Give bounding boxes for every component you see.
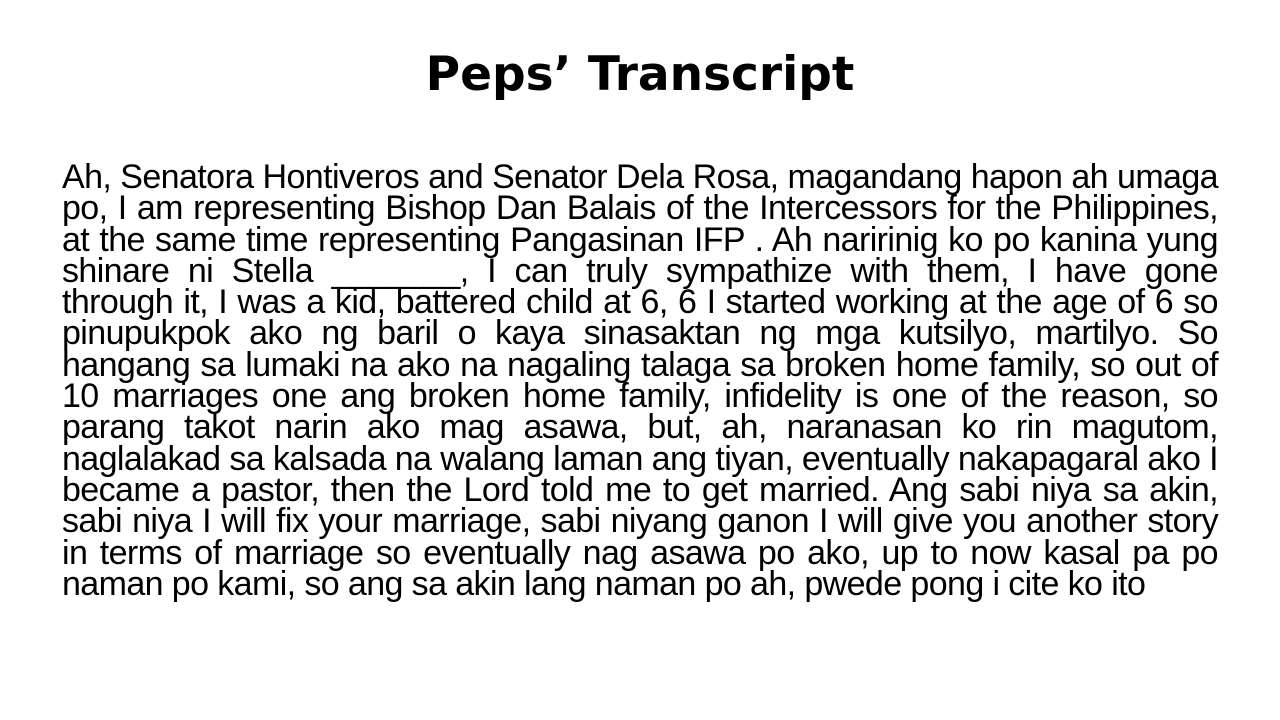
transcript-text: Ah, Senatora Hontiveros and Senator Dela Rosa, magandang hapon ah umaga po, I am representing Bishop Dan Balais of the Intercessors for the Philippines, at the same time representing Pangasinan IFP . Ah naririnig ko po kanina yung shinare ni Stella _______, I can truly sympathize with them, I have gone through it, I was a kid, battered child at 6, 6 I started working at the age of 6 so pinupukpok ako ng baril o kaya sinasaktan ng mga kutsilyo, martilyo. So hangang sa lumaki na ako na nagaling talaga sa broken home family, so out of 10 marriages one ang broken home family, infidelity is one of the reason, so parang takot narin ako mag asawa, but, ah, naranasan ko rin magutom, naglalakad sa kalsada na walang laman ang tiyan, eventually nakapagaral ako I became a pastor, then the Lord told me to get married. Ang sabi niya sa akin, sabi niya I will fix your marriage, sabi niyang ganon I will give you another story in terms of marriage so eventually nag asawa po ako, up to now kasal pa po naman po kami, so ang sa akin lang naman po ah, pwede pong i cite ko ito	[62, 158, 1218, 603]
slide-title: Peps’ Transcript	[425, 47, 855, 102]
